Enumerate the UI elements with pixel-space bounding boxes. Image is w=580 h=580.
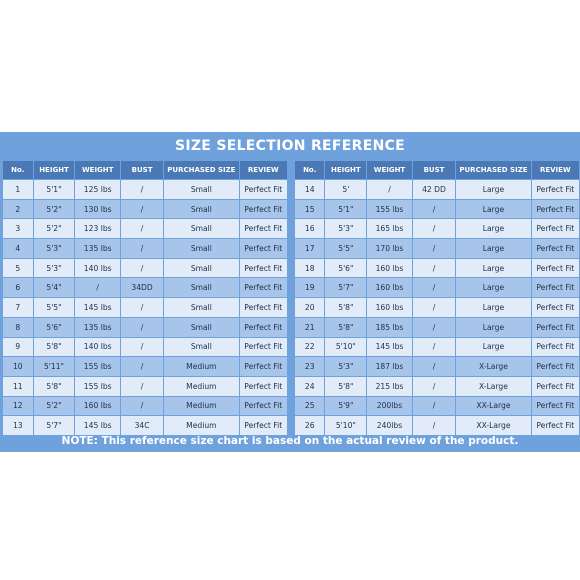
table-cell: 125 lbs (75, 180, 119, 199)
table-cell: Perfect Fit (532, 416, 579, 435)
column-header: No. (295, 161, 324, 179)
table-row (3, 200, 287, 219)
table-cell: Large (456, 180, 530, 199)
table-cell: 10 (3, 357, 33, 376)
table-row (295, 338, 579, 357)
table-cell: 13 (3, 416, 33, 435)
table-cell: 5' (325, 180, 366, 199)
table-cell: Medium (164, 416, 238, 435)
table-cell: / (413, 357, 456, 376)
table-row (3, 298, 287, 317)
table-row (3, 357, 287, 376)
table-cell: / (413, 338, 456, 357)
table-cell: Perfect Fit (532, 357, 579, 376)
table-cell: 16 (295, 219, 324, 238)
table-cell: Perfect Fit (532, 318, 579, 337)
table-cell: Small (164, 239, 238, 258)
table-row (295, 298, 579, 317)
table-cell: 5'10" (325, 416, 366, 435)
table-cell: Perfect Fit (240, 318, 287, 337)
table-cell: / (121, 180, 163, 199)
table-cell: 14 (295, 180, 324, 199)
table-cell: / (413, 377, 456, 396)
table-cell: X-Large (456, 357, 530, 376)
table-cell: 160 lbs (367, 298, 411, 317)
column-header: PURCHASED SIZE (164, 161, 238, 179)
table-cell: Perfect Fit (240, 298, 287, 317)
table-cell: Perfect Fit (240, 357, 287, 376)
table-row (295, 219, 579, 238)
table-cell: 160 lbs (75, 397, 119, 416)
table-cell: 187 lbs (367, 357, 411, 376)
table-cell: 19 (295, 278, 324, 297)
table-cell: 42 DD (413, 180, 456, 199)
size-table-left (2, 160, 288, 436)
table-cell: Perfect Fit (532, 377, 579, 396)
table-cell: / (413, 397, 456, 416)
size-chart (0, 132, 580, 452)
table-cell: 140 lbs (75, 259, 119, 278)
table-cell: 26 (295, 416, 324, 435)
table-cell: 5'1" (325, 200, 366, 219)
table-cell: 145 lbs (75, 298, 119, 317)
table-cell: 5'5" (325, 239, 366, 258)
table-cell: Perfect Fit (532, 200, 579, 219)
table-cell: Perfect Fit (532, 259, 579, 278)
table-cell: Small (164, 278, 238, 297)
table-row (3, 219, 287, 238)
table-cell: Medium (164, 397, 238, 416)
table-row (295, 377, 579, 396)
table-cell: 5'1" (34, 180, 75, 199)
table-cell: X-Large (456, 377, 530, 396)
size-table-right (294, 160, 580, 436)
column-header: BUST (413, 161, 456, 179)
table-cell: / (413, 416, 456, 435)
table-row (295, 357, 579, 376)
header-row (295, 161, 579, 179)
table-cell: / (413, 278, 456, 297)
table-cell: Small (164, 200, 238, 219)
table-cell: 5'2" (34, 200, 75, 219)
column-header: PURCHASED SIZE (456, 161, 530, 179)
table-cell: 5'8" (34, 377, 75, 396)
table-cell: / (367, 180, 411, 199)
table-cell: 155 lbs (75, 377, 119, 396)
table-cell: 155 lbs (75, 357, 119, 376)
table-cell: 11 (3, 377, 33, 396)
table-cell: Perfect Fit (532, 239, 579, 258)
table-cell: 170 lbs (367, 239, 411, 258)
table-row (295, 180, 579, 199)
table-cell: Perfect Fit (532, 219, 579, 238)
table-cell: 34C (121, 416, 163, 435)
table-row (3, 259, 287, 278)
table-cell: / (413, 219, 456, 238)
table-cell: 24 (295, 377, 324, 396)
table-cell: / (121, 377, 163, 396)
table-row (3, 338, 287, 357)
table-cell: / (413, 298, 456, 317)
table-cell: 23 (295, 357, 324, 376)
table-cell: 5'8" (325, 318, 366, 337)
table-cell: Perfect Fit (532, 338, 579, 357)
table-cell: Small (164, 219, 238, 238)
table-cell: Perfect Fit (240, 259, 287, 278)
table-cell: Perfect Fit (240, 180, 287, 199)
table-cell: Small (164, 259, 238, 278)
table-cell: 4 (3, 239, 33, 258)
table-cell: 145 lbs (367, 338, 411, 357)
table-cell: 165 lbs (367, 219, 411, 238)
table-cell: Perfect Fit (240, 416, 287, 435)
table-cell: / (121, 259, 163, 278)
table-cell: 25 (295, 397, 324, 416)
table-cell: 5'3" (34, 259, 75, 278)
table-cell: 135 lbs (75, 318, 119, 337)
table-cell: 1 (3, 180, 33, 199)
table-cell: / (413, 259, 456, 278)
table-row (3, 239, 287, 258)
table-cell: 18 (295, 259, 324, 278)
table-cell: 5'3" (34, 239, 75, 258)
table-cell: Large (456, 200, 530, 219)
table-cell: Medium (164, 377, 238, 396)
table-cell: Perfect Fit (532, 298, 579, 317)
table-cell: / (121, 239, 163, 258)
column-header: No. (3, 161, 33, 179)
table-cell: 5'10" (325, 338, 366, 357)
column-header: BUST (121, 161, 163, 179)
table-cell: 12 (3, 397, 33, 416)
column-header: REVIEW (240, 161, 287, 179)
table-cell: 160 lbs (367, 259, 411, 278)
table-cell: 3 (3, 219, 33, 238)
chart-title: SIZE SELECTION REFERENCE (174, 138, 406, 154)
table-cell: 215 lbs (367, 377, 411, 396)
table-cell: 123 lbs (75, 219, 119, 238)
table-cell: Perfect Fit (532, 180, 579, 199)
table-cell: / (121, 298, 163, 317)
table-cell: 21 (295, 318, 324, 337)
table-cell: Small (164, 180, 238, 199)
table-cell: Large (456, 278, 530, 297)
table-cell: Large (456, 298, 530, 317)
table-cell: 5'8" (34, 338, 75, 357)
table-row (295, 259, 579, 278)
table-cell: 5'4" (34, 278, 75, 297)
table-cell: Perfect Fit (240, 397, 287, 416)
table-cell: Large (456, 239, 530, 258)
column-header: WEIGHT (75, 161, 119, 179)
table-cell: 5'3" (325, 357, 366, 376)
table-cell: 5 (3, 259, 33, 278)
tables-wrapper (0, 160, 580, 436)
table-cell: 9 (3, 338, 33, 357)
table-cell: 140 lbs (75, 338, 119, 357)
table-row (3, 278, 287, 297)
table-cell: 17 (295, 239, 324, 258)
table-row (295, 239, 579, 258)
column-header: HEIGHT (325, 161, 366, 179)
column-header: REVIEW (532, 161, 579, 179)
table-cell: / (121, 318, 163, 337)
table-cell: / (121, 397, 163, 416)
table-cell: Large (456, 259, 530, 278)
table-cell: / (75, 278, 119, 297)
table-cell: 240lbs (367, 416, 411, 435)
table-cell: Large (456, 318, 530, 337)
table-row (3, 397, 287, 416)
table-cell: Perfect Fit (240, 278, 287, 297)
table-cell: 2 (3, 200, 33, 219)
table-cell: 5'8" (325, 298, 366, 317)
table-cell: 5'5" (34, 298, 75, 317)
table-cell: Perfect Fit (240, 239, 287, 258)
table-cell: 130 lbs (75, 200, 119, 219)
table-cell: 22 (295, 338, 324, 357)
table-cell: 5'11" (34, 357, 75, 376)
table-cell: XX-Large (456, 397, 530, 416)
table-cell: 5'3" (325, 219, 366, 238)
table-cell: Large (456, 219, 530, 238)
table-cell: Perfect Fit (240, 219, 287, 238)
table-cell: / (413, 239, 456, 258)
table-row (3, 318, 287, 337)
table-cell: Large (456, 338, 530, 357)
table-cell: Perfect Fit (532, 397, 579, 416)
table-cell: 6 (3, 278, 33, 297)
column-header: HEIGHT (34, 161, 75, 179)
table-cell: 5'6" (325, 259, 366, 278)
table-cell: / (121, 219, 163, 238)
table-cell: Small (164, 338, 238, 357)
table-row (3, 180, 287, 199)
table-cell: 145 lbs (75, 416, 119, 435)
table-cell: 5'2" (34, 219, 75, 238)
table-cell: 200lbs (367, 397, 411, 416)
table-cell: / (413, 318, 456, 337)
table-row (295, 397, 579, 416)
table-cell: 5'9" (325, 397, 366, 416)
table-cell: Small (164, 298, 238, 317)
chart-note: NOTE: This reference size chart is based on the actual review of the product. (61, 435, 519, 447)
table-cell: XX-Large (456, 416, 530, 435)
table-cell: 5'8" (325, 377, 366, 396)
table-row (295, 278, 579, 297)
table-cell: 155 lbs (367, 200, 411, 219)
table-cell: / (121, 357, 163, 376)
table-row (3, 377, 287, 396)
table-cell: Perfect Fit (240, 377, 287, 396)
table-cell: 135 lbs (75, 239, 119, 258)
table-cell: 5'7" (325, 278, 366, 297)
table-cell: 7 (3, 298, 33, 317)
table-cell: 5'6" (34, 318, 75, 337)
table-cell: 160 lbs (367, 278, 411, 297)
table-cell: 5'7" (34, 416, 75, 435)
table-cell: Perfect Fit (240, 338, 287, 357)
table-row (295, 318, 579, 337)
table-cell: 8 (3, 318, 33, 337)
table-cell: / (121, 200, 163, 219)
table-cell: / (121, 338, 163, 357)
table-cell: Perfect Fit (240, 200, 287, 219)
table-cell: Perfect Fit (532, 278, 579, 297)
table-cell: 20 (295, 298, 324, 317)
table-cell: / (413, 200, 456, 219)
column-header: WEIGHT (367, 161, 411, 179)
table-cell: Small (164, 318, 238, 337)
table-cell: 5'2" (34, 397, 75, 416)
table-cell: Medium (164, 357, 238, 376)
table-row (295, 200, 579, 219)
table-cell: 34DD (121, 278, 163, 297)
header-row (3, 161, 287, 179)
table-cell: 185 lbs (367, 318, 411, 337)
table-cell: 15 (295, 200, 324, 219)
